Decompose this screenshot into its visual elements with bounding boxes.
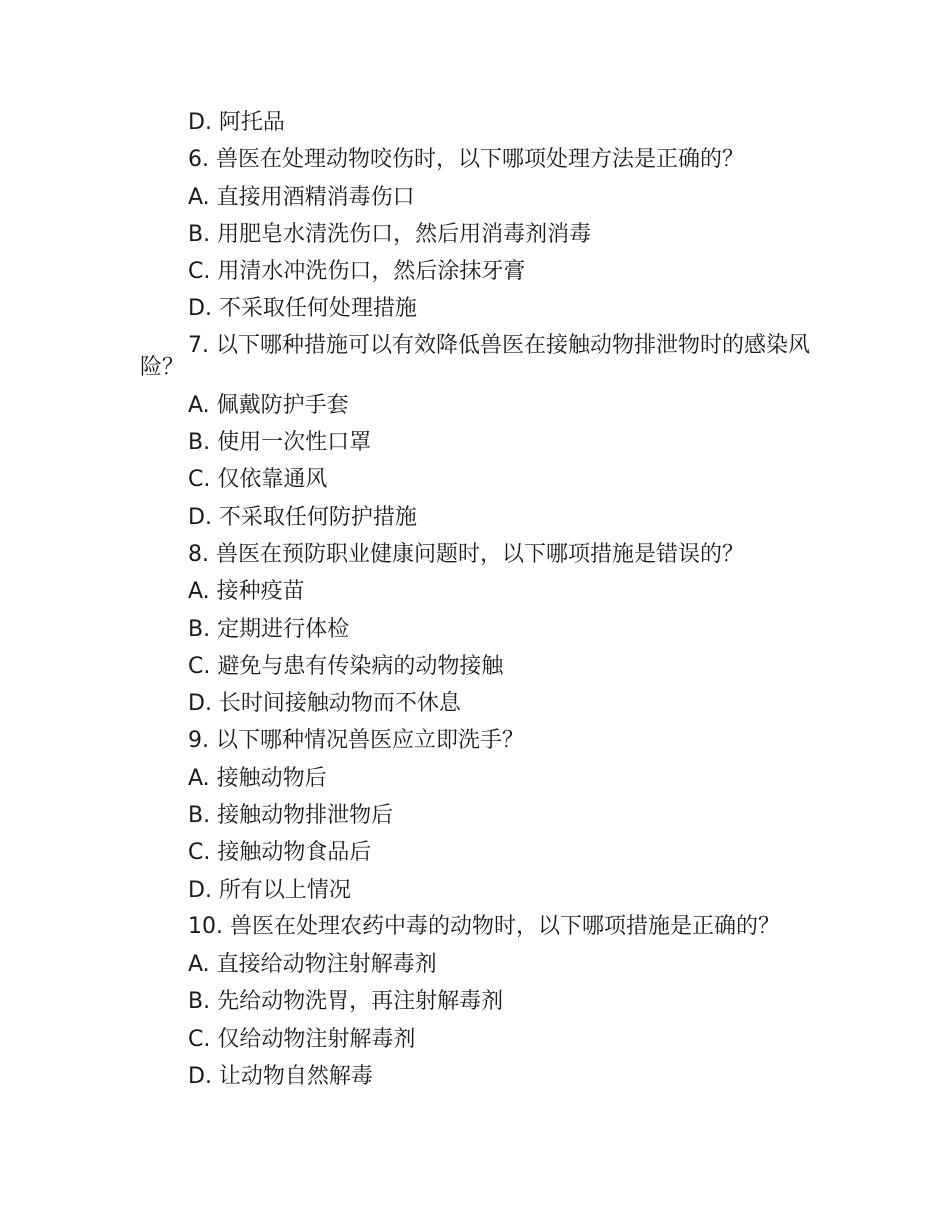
- option-8b: B. 定期进行体检: [188, 616, 350, 642]
- option-6d: D. 不采取任何处理措施: [188, 296, 417, 322]
- option-7c: C. 仅依靠通风: [188, 467, 328, 493]
- option-6a: A. 直接用酒精消毒伤口: [188, 184, 415, 210]
- quiz-content: [140, 104, 810, 1095]
- option-10b: B. 先给动物洗胃，再注射解毒剂: [188, 989, 504, 1015]
- option-10a: A. 直接给动物注射解毒剂: [188, 951, 437, 977]
- option-8d: D. 长时间接触动物而不休息: [188, 691, 461, 717]
- option-7b: B. 使用一次性口罩: [188, 430, 372, 456]
- option-8a: A. 接种疫苗: [188, 579, 305, 605]
- question-6: 6. 兽医在处理动物咬伤时，以下哪项处理方法是正确的？: [188, 147, 744, 173]
- option-5d: D. 阿托品: [188, 110, 285, 135]
- question-8: 8. 兽医在预防职业健康问题时，以下哪项措施是错误的？: [188, 541, 744, 567]
- question-9: 9. 以下哪种情况兽医应立即洗手？: [188, 728, 524, 754]
- option-9d: D. 所有以上情况: [188, 877, 351, 903]
- option-7a: A. 佩戴防护手套: [188, 392, 349, 418]
- question-7: 7. 以下哪种措施可以有效降低兽医在接触动物排泄物时的感染风险？: [140, 332, 810, 380]
- option-10d: D. 让动物自然解毒: [188, 1063, 373, 1089]
- question-10: 10. 兽医在处理农药中毒的动物时，以下哪项措施是正确的？: [188, 913, 780, 939]
- option-10c: C. 仅给动物注射解毒剂: [188, 1026, 416, 1052]
- option-6c: C. 用清水冲洗伤口，然后涂抹牙膏: [188, 259, 526, 285]
- option-9c: C. 接触动物食品后: [188, 840, 372, 866]
- option-7d: D. 不采取任何防护措施: [188, 504, 417, 530]
- option-9a: A. 接触动物后: [188, 765, 327, 791]
- option-6b: B. 用肥皂水清洗伤口，然后用消毒剂消毒: [188, 221, 592, 247]
- option-8c: C. 避免与患有传染病的动物接触: [188, 653, 504, 679]
- option-9b: B. 接触动物排泄物后: [188, 803, 394, 829]
